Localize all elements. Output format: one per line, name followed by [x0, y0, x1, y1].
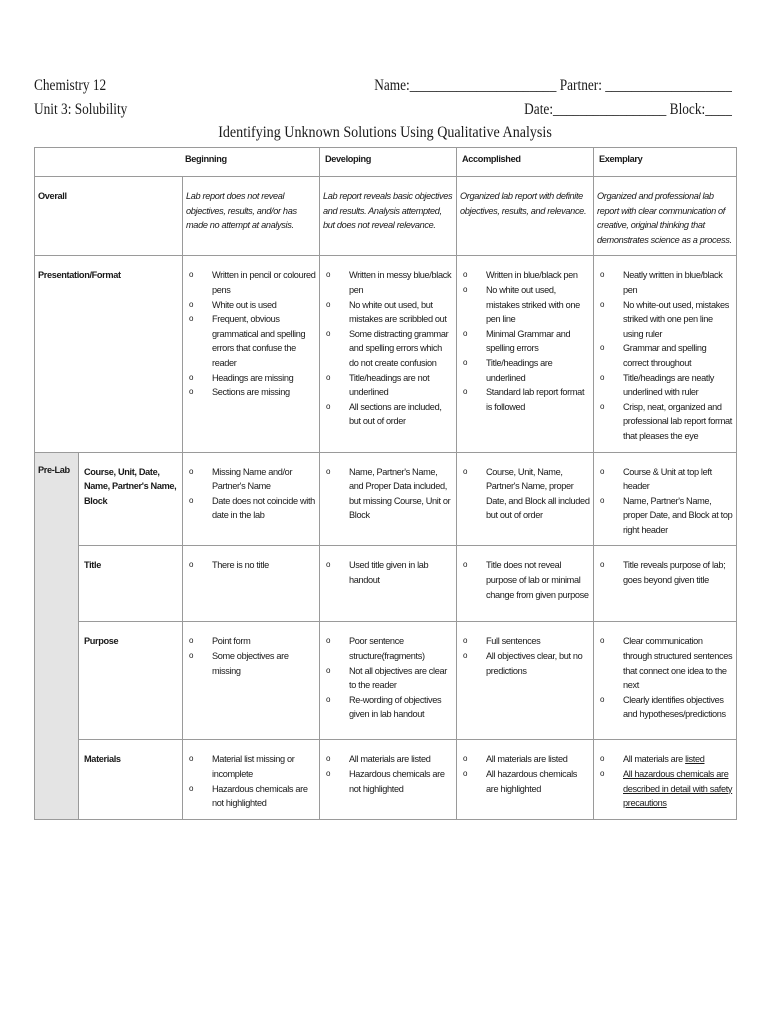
list-item: o Crisp, neat, organized and professional lab report format that pleases the eye	[597, 400, 733, 444]
rubric-table-container	[34, 147, 736, 820]
bullet-list	[323, 465, 453, 523]
bullet-list	[597, 465, 733, 538]
purpose-exemplary	[594, 622, 737, 740]
name-partner-line: Name:______________________ Partner: ___________________	[374, 77, 732, 94]
list-item: o Missing Name and/or Partner's Name	[186, 465, 316, 494]
bullet-list	[597, 268, 733, 443]
course-accomplished	[457, 452, 594, 546]
bullet-list	[323, 634, 453, 722]
sub-label-materials: Materials	[79, 740, 183, 819]
overall-accomplished: Organized lab report with definite objectives, results, and relevance.	[457, 177, 594, 256]
list-item: o Poor sentence structure(fragments)	[323, 634, 453, 663]
list-item: o No white out used, mistakes striked with one pen line	[460, 283, 590, 327]
overall-developing: Lab report reveals basic objectives and results. Analysis attempted, but does not reveal relevance.	[320, 177, 457, 256]
col-header-beginning: Beginning	[35, 148, 320, 177]
list-item: o Standard lab report format is followed	[460, 385, 590, 414]
list-item: o Not all objectives are clear to the reader	[323, 664, 453, 693]
row-overall	[35, 177, 737, 256]
list-item: o Title does not reveal purpose of lab or minimal change from given purpose	[460, 558, 590, 602]
course-name: Chemistry 12	[34, 77, 107, 94]
bullet-list	[186, 558, 316, 573]
presentation-accomplished	[457, 256, 594, 452]
list-item: o Clear communication through structured sentences that connect one idea to the next	[597, 634, 733, 692]
list-item: o Name, Partner's Name, and Proper Data included, but missing Course, Unit or Block	[323, 465, 453, 523]
list-item: o Name, Partner's Name, proper Date, and Block at top right header	[597, 494, 733, 538]
bullet-list	[186, 634, 316, 678]
row-label-prelab: Pre-Lab	[35, 452, 79, 819]
bullet-list	[460, 752, 590, 796]
col-header-exemplary: Exemplary	[594, 148, 737, 177]
list-item: o Title/headings are not underlined	[323, 371, 453, 400]
list-item: o Sections are missing	[186, 385, 316, 400]
purpose-beginning	[183, 622, 320, 740]
bullet-list	[186, 465, 316, 523]
sub-label-course: Course, Unit, Date, Name, Partner's Name, Block	[79, 452, 183, 546]
list-item: o Date does not coincide with date in the lab	[186, 494, 316, 523]
bullet-list	[460, 465, 590, 523]
list-item: o All sections are included, but out of order	[323, 400, 453, 429]
materials-exemplary	[594, 740, 737, 819]
date-block-line: Date:_________________ Block:____	[524, 101, 732, 118]
table-header-row	[35, 148, 737, 177]
list-item: o Re-wording of objectives given in lab handout	[323, 693, 453, 722]
row-prelab-purpose	[35, 622, 737, 740]
list-item: o Some objectives are missing	[186, 649, 316, 678]
bullet-list	[597, 558, 733, 587]
course-exemplary	[594, 452, 737, 546]
title-developing	[320, 546, 457, 622]
list-item: o Clearly identifies objectives and hypotheses/predictions	[597, 693, 733, 722]
bullet-list	[597, 634, 733, 722]
list-item: o No white-out used, mistakes striked with one pen line using ruler	[597, 298, 733, 342]
list-item: o White out is used	[186, 298, 316, 313]
list-item: o Minimal Grammar and spelling errors	[460, 327, 590, 356]
materials-developing	[320, 740, 457, 819]
list-item: o Course, Unit, Name, Partner's Name, proper Date, and Block all included but out of order	[460, 465, 590, 523]
list-item: o All objectives clear, but no predictions	[460, 649, 590, 678]
rubric-table	[34, 147, 737, 820]
row-prelab-course	[35, 452, 737, 546]
presentation-exemplary	[594, 256, 737, 452]
bullet-list	[323, 558, 453, 587]
materials-exemplary-1b: listed	[685, 754, 705, 765]
row-prelab-materials	[35, 740, 737, 819]
bullet-list	[186, 752, 316, 810]
row-label-overall: Overall	[35, 177, 183, 256]
purpose-accomplished	[457, 622, 594, 740]
materials-accomplished	[457, 740, 594, 819]
list-item: o There is no title	[186, 558, 316, 573]
list-item	[597, 752, 733, 767]
list-item: o Hazardous chemicals are not highlighted	[186, 782, 316, 811]
purpose-developing	[320, 622, 457, 740]
title-accomplished	[457, 546, 594, 622]
list-item: o All hazardous chemicals are highlighted	[460, 767, 590, 796]
title-exemplary	[594, 546, 737, 622]
unit-name: Unit 3: Solubility	[34, 101, 128, 118]
list-item: o All materials are listed	[323, 752, 453, 767]
row-prelab-title	[35, 546, 737, 622]
document-title: Identifying Unknown Solutions Using Qualitative Analysis	[218, 124, 552, 141]
list-item: o Course & Unit at top left header	[597, 465, 733, 494]
list-item: o Written in pencil or coloured pens	[186, 268, 316, 297]
title-beginning	[183, 546, 320, 622]
bullet-list	[460, 634, 590, 678]
course-beginning	[183, 452, 320, 546]
bullet-list	[186, 268, 316, 399]
list-item: o Headings are missing	[186, 371, 316, 386]
bullet-list	[460, 558, 590, 602]
row-presentation	[35, 256, 737, 452]
presentation-beginning	[183, 256, 320, 452]
bullet-list	[323, 268, 453, 429]
materials-exemplary-1a: All materials are	[623, 754, 686, 765]
list-item: o Some distracting grammar and spelling errors which do not create confusion	[323, 327, 453, 371]
overall-beginning: Lab report does not reveal objectives, results, and/or has made no attempt at analysis.	[183, 177, 320, 256]
list-item: o Title/headings are underlined	[460, 356, 590, 385]
col-header-accomplished: Accomplished	[457, 148, 594, 177]
materials-beginning	[183, 740, 320, 819]
list-item: o No white out used, but mistakes are scribbled out	[323, 298, 453, 327]
list-item: o Neatly written in blue/black pen	[597, 268, 733, 297]
list-item: o Full sentences	[460, 634, 590, 649]
sub-label-purpose: Purpose	[79, 622, 183, 740]
list-item: o Title reveals purpose of lab; goes beyond given title	[597, 558, 733, 587]
list-item: o Written in messy blue/black pen	[323, 268, 453, 297]
overall-exemplary: Organized and professional lab report with clear communication of creative, original thinking that demonstrates science as a process.	[594, 177, 737, 256]
list-item: o Material list missing or incomplete	[186, 752, 316, 781]
list-item: o Used title given in lab handout	[323, 558, 453, 587]
header-right	[374, 74, 732, 122]
list-item: o Hazardous chemicals are not highlighted	[323, 767, 453, 796]
list-item: o Grammar and spelling correct throughout	[597, 341, 733, 370]
row-label-presentation: Presentation/Format	[35, 256, 183, 452]
col-header-developing: Developing	[320, 148, 457, 177]
bullet-list	[460, 268, 590, 414]
list-item: o Frequent, obvious grammatical and spelling errors that confuse the reader	[186, 312, 316, 370]
header-left	[34, 74, 127, 122]
presentation-developing	[320, 256, 457, 452]
course-developing	[320, 452, 457, 546]
sub-label-title: Title	[79, 546, 183, 622]
list-item: o Point form	[186, 634, 316, 649]
list-item: o Title/headings are neatly underlined with ruler	[597, 371, 733, 400]
list-item: o All hazardous chemicals are described in detail with safety precautions	[597, 767, 733, 811]
list-item: o All materials are listed	[460, 752, 590, 767]
bullet-list	[323, 752, 453, 796]
list-item: o Written in blue/black pen	[460, 268, 590, 283]
